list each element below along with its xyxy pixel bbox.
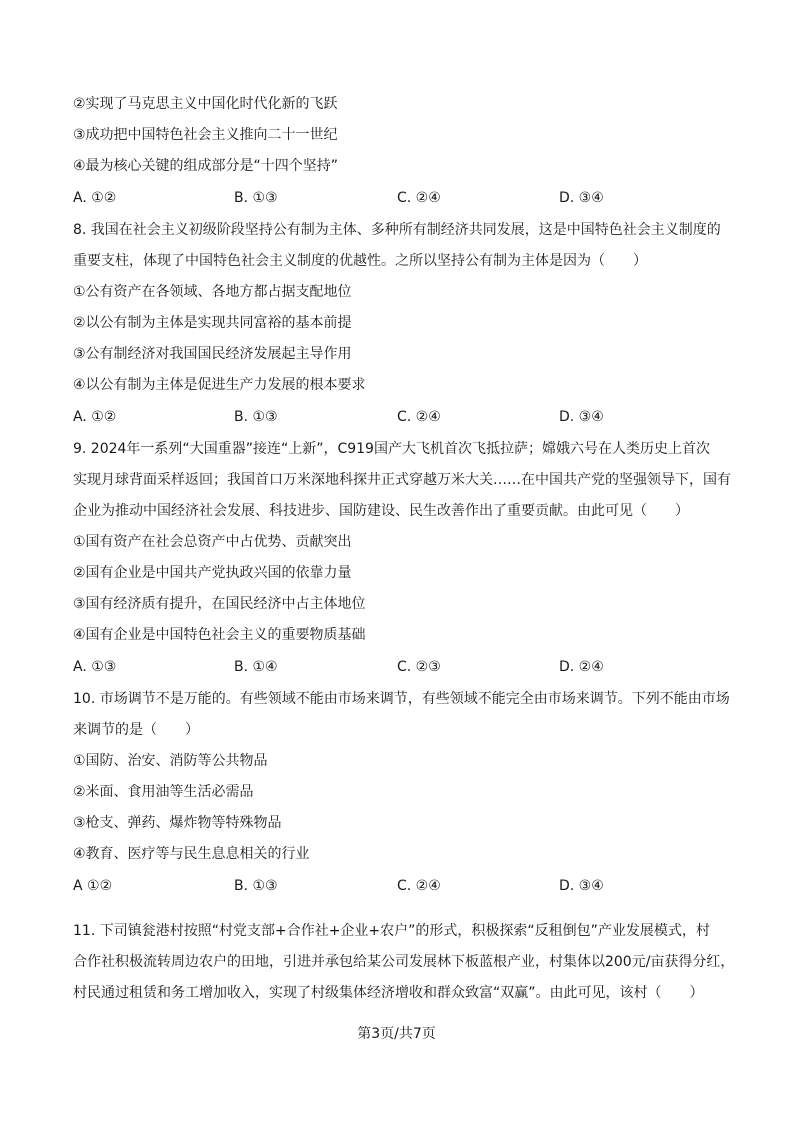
q7-option-a: A. ①② — [73, 190, 117, 206]
q11-stem-line-1: 11. 下司镇瓮港村按照“村党支部+合作社+企业+农户”的形式，积极探索“反租倒包”产业发展模式，村 — [73, 923, 710, 939]
q10-item-2: ②米面、食用油等生活必需品 — [73, 784, 254, 800]
q10-stem-line-2: 来调节的是（ ） — [73, 722, 199, 738]
q10-option-a: A ①② — [73, 878, 113, 894]
q7-option-b: B. ①③ — [234, 190, 278, 206]
q8-option-a: A. ①② — [73, 409, 117, 425]
q8-item-4: ④以公有制为主体是促进生产力发展的根本要求 — [73, 377, 366, 393]
q9-item-1: ①国有资产在社会总资产中占优势、贡献突出 — [73, 534, 352, 550]
q10-item-3: ③枪支、弹药、爆炸物等特殊物品 — [73, 815, 282, 831]
q10-item-4: ④教育、医疗等与民生息息相关的行业 — [73, 846, 310, 862]
q10-option-d: D. ③④ — [559, 878, 604, 894]
q11-stem-line-3: 村民通过租赁和务工增加收入，实现了村级集体经济增收和群众致富“双赢”。由此可见，该村（ ） — [73, 985, 704, 1001]
q9-stem-line-2: 实现月球背面采样返回；我国首口万米深地科探井正式穿越万米大关……在中国共产党的坚强领导下，国有 — [73, 472, 731, 488]
q9-item-4: ④国有企业是中国特色社会主义的重要物质基础 — [73, 627, 366, 643]
q7-item-4: ④最为核心关键的组成部分是“十四个坚持” — [73, 158, 339, 174]
q10-option-c: C. ②④ — [397, 878, 441, 894]
q7-item-2: ②实现了马克思主义中国化时代化新的飞跃 — [73, 96, 338, 112]
q8-item-2: ②以公有制为主体是实现共同富裕的基本前提 — [73, 315, 352, 331]
q7-option-d: D. ③④ — [559, 190, 604, 206]
q8-item-3: ③公有制经济对我国国民经济发展起主导作用 — [73, 346, 352, 362]
q9-option-c: C. ②③ — [397, 659, 441, 675]
q8-option-b: B. ①③ — [234, 409, 278, 425]
q9-option-a: A. ①③ — [73, 659, 117, 675]
q8-option-d: D. ③④ — [559, 409, 604, 425]
q7-item-3: ③成功把中国特色社会主义推向二十一世纪 — [73, 127, 338, 143]
q9-option-b: B. ①④ — [234, 659, 278, 675]
q11-stem-line-2: 合作社积极流转周边农户的田地，引进并承包给某公司发展林下板蓝根产业，村集体以200元/亩获得分红， — [73, 954, 735, 970]
q9-item-2: ②国有企业是中国共产党执政兴国的依靠力量 — [73, 565, 352, 581]
q8-stem-line-2: 重要支柱，体现了中国特色社会主义制度的优越性。之所以坚持公有制为主体是因为（ ） — [73, 253, 647, 269]
q9-option-d: D. ②④ — [559, 659, 604, 675]
page-number: 第3页/共7页 — [357, 1026, 436, 1042]
q7-option-c: C. ②④ — [397, 190, 441, 206]
q8-stem-line-1: 8. 我国在社会主义初级阶段坚持公有制为主体、多种所有制经济共同发展，这是中国特色社会主义制度的 — [73, 222, 721, 238]
q9-stem-line-3: 企业为推动中国经济社会发展、科技进步、国防建设、民生改善作出了重要贡献。由此可见（ ） — [73, 503, 689, 519]
q9-item-3: ③国有经济质有提升，在国民经济中占主体地位 — [73, 596, 366, 612]
q10-item-1: ①国防、治安、消防等公共物品 — [73, 753, 268, 769]
q8-option-c: C. ②④ — [397, 409, 441, 425]
q9-stem-line-1: 9. 2024年一系列“大国重器”接连“上新”，C919国产大飞机首次飞抵拉萨；嫦娥六号在人类历史上首次 — [73, 441, 710, 457]
q8-item-1: ①公有资产在各领域、各地方都占据支配地位 — [73, 284, 352, 300]
q10-stem-line-1: 10. 市场调节不是万能的。有些领域不能由市场来调节，有些领域不能完全由市场来调节。下列不能由市场 — [73, 691, 730, 707]
q10-option-b: B. ①③ — [234, 878, 278, 894]
